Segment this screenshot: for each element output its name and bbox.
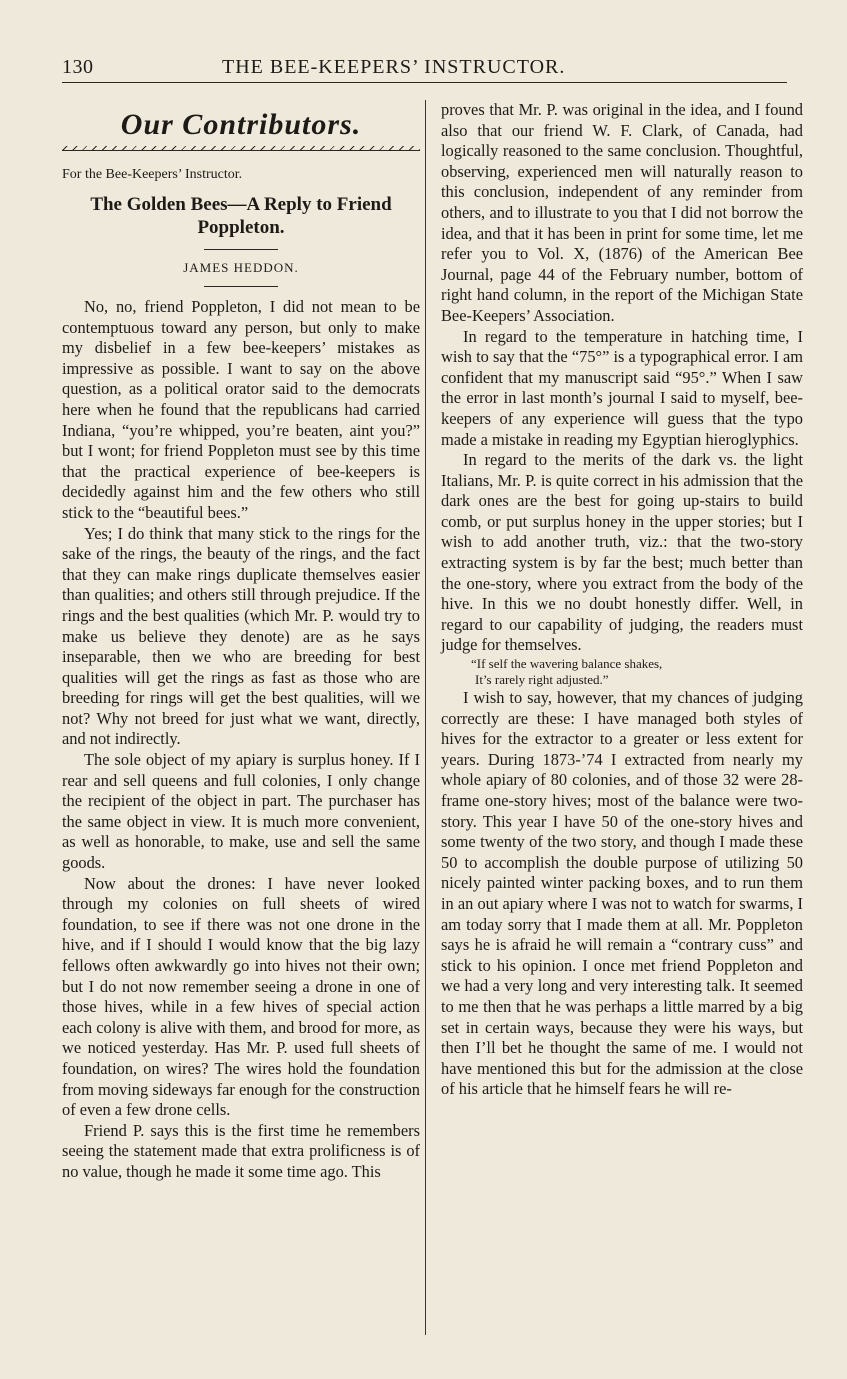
right-column	[441, 100, 803, 1100]
right-paragraph: proves that Mr. P. was original in the idea, and I found also that our friend W. F. Clark, of Canada, had logically reasoned to the same conclusion. Thoughtful, observing, experienced men will naturally reason to this conclusion, independent of any reminder from others, and to illustrate to you that I did not borrow the idea, and that it has been in print for some time, let me refer you to Vol. X, (1876) of the American Bee Journal, page 44 of the February number, bottom of right hand column, in the report of the Michigan State Bee-Keepers’ Association.	[441, 100, 803, 325]
right-paragraph: I wish to say, however, that my chances of judging correctly are these: I have managed both styles of hives for the extractor to a greater or less extent for years. During 1873-’74 I extracted from nearly my whole apiary of 80 colonies, and of those 32 were 28-frame one-story hives; most of the balance were two-story. This year I have 50 of the one-story hives and some twenty of the two story, and though I made these 50 to accomplish the double purpose of utilizing 50 nicely painted winter packing boxes, and to run them in an out apiary where I was not to watch for swarms, I am today sorry that I made them at all. Mr. Poppleton says he is afraid he will remain a “contrary cuss” and stick to his opinion. I once met friend Poppleton and we had a very long and very interesting talk. It seemed to me then that he was perhaps a little marred by a big set in certain ways, because they were his ways, but then I’ll bet he thought the same of me. I would not have mentioned this but for the admission at the close of his article that he himself fears he will re-	[441, 688, 803, 1099]
running-title: THE BEE-KEEPERS’ INSTRUCTOR.	[222, 56, 566, 78]
wavy-rule	[62, 146, 420, 151]
author-rule	[204, 286, 278, 287]
right-paragraph: In regard to the temperature in hatching time, I wish to say that the “75°” is a typographical error. I am confident that my manuscript said “95°.” When I saw the error in last month’s journal I said to myself, bee-keepers of any experience will guess that the typo made a mistake in reading my Egyptian hieroglyphics.	[441, 326, 803, 449]
title-rule	[204, 249, 278, 250]
source-line: For the Bee-Keepers’ Instructor.	[62, 167, 243, 182]
left-paragraph: Yes; I do think that many stick to the rings for the sake of the rings, the beauty of the rings, and the fact that they can make rings duplicate themselves easier than qualities; and others still through prejudice. If the rings and the best qualities (which Mr. P. would try to make us believe they denote) are as he says inseparable, then we who are breeding for best qualities will get the rings as fast as those who are breeding for rings will get the best qualities, will we not? Why not breed for just what we want, directly, and not indirectly.	[62, 523, 420, 749]
column-rule	[425, 100, 426, 1335]
author-byline: JAMES HEDDON.	[183, 260, 299, 275]
running-head	[62, 50, 787, 83]
right-paragraph: In regard to the merits of the dark vs. the light Italians, Mr. P. is quite correct in his admission that the dark ones are the best for going up-stairs to build comb, or put surplus honey in the upper stories; but I wish to add another truth, viz.: that the two-story extracting system is by far the best; much better than the one-story, where you extract from the body of the hive. In this we no doubt honestly differ. Well, in regard to our capability of judging, the readers must judge for themselves.	[441, 450, 803, 655]
left-column	[62, 100, 420, 1183]
left-paragraph: Friend P. says this is the first time he remembers seeing the statement made that extra prolificness is of no value, though he made it some time ago. This	[62, 1120, 420, 1181]
left-paragraph: The sole object of my apiary is surplus honey. If I rear and sell queens and full colonies, I only change the recipient of the object in part. The purchaser has the same object in view. It is much more convenient, as well as honorable, to make, use and sell the same goods.	[62, 750, 420, 873]
verse-line: It’s rarely right adjusted.”	[475, 672, 609, 688]
section-heading: Our Contributors.	[120, 108, 362, 141]
left-paragraph: No, no, friend Poppleton, I did not mean to be contemptuous toward any person, but only to make my disbelief in a few bee-keepers’ mistakes as impressive as possible. I want to say on the above question, as a political orator said to the democrats here when he found that the republicans had carried Indiana, “you’re whipped, you’re beaten, aint you?” but I wont; for friend Poppleton must see by this time that the practical experience of bee-keepers is decidedly against him and the few others who still stick to the “beautiful bees.”	[62, 297, 420, 522]
verse-line: “If self the wavering balance shakes,	[471, 656, 663, 672]
left-paragraph: Now about the drones: I have never looked through my colonies on full sheets of wired foundation, to see if there was not one drone in the hive, and if I should I would know that the big lazy fellows often awkwardly go into hives not their own; but I do not now remember seeing a drone in one of those hives, while in a few hives of special action each colony is alive with them, and brood for more, as we noticed yesterday. Has Mr. P. used full sheets of foundation, on wires? The wires hold the foundation from moving sideways far enough for the construction of even a few drone cells.	[62, 873, 420, 1120]
verse-quote	[471, 656, 803, 688]
article-title: The Golden Bees—A Reply to Friend Poppleton.	[90, 194, 392, 238]
page-number: 130	[62, 56, 94, 78]
